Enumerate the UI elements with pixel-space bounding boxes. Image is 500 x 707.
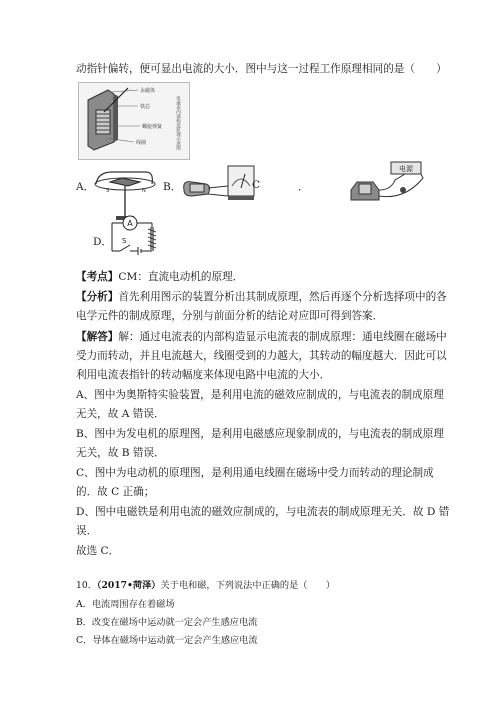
switch-symbol: S <box>122 237 127 245</box>
label-caption: 电流表内部构造原理示意图 <box>175 96 181 150</box>
ammeter-symbol: A <box>127 219 133 228</box>
analysis-line-9: 故选 C． <box>76 545 120 557</box>
label-magnet: 永磁体 <box>140 88 156 94</box>
q10-number: 10． <box>76 580 97 591</box>
jieda-line-2: 受力而转动，并且电流越大，线圈受到的力越大，其转动的幅度越大．因此可以 <box>76 350 447 362</box>
q10-option-a: A．电流周围存在着磁场 <box>76 599 175 610</box>
svg-text:N: N <box>142 188 146 194</box>
option-a-label: A． <box>76 181 95 193</box>
q10-option-c: C．导体在磁场中运动就一定会产生感应电流 <box>76 635 258 646</box>
option-b-figure <box>178 160 262 208</box>
option-b-label: B． <box>163 181 182 193</box>
analysis-line-2: 无关，故 A 错误． <box>76 408 165 420</box>
question-intro: 动指针偏转，便可显出电流的大小．图中与这一过程工作原理相同的是（ ） <box>76 63 447 75</box>
option-d-label: D． <box>93 236 113 248</box>
jieda-bracket: 【解答】 <box>76 331 119 343</box>
option-d-figure <box>108 213 168 263</box>
kaodian-line <box>76 270 243 284</box>
analysis-line-6: 的．故 C 正确； <box>76 486 155 498</box>
jieda-line-1 <box>76 330 447 344</box>
analysis-line-7: D、图中电磁铁是利用电流的磁效应制成的，与电流表的制成原理无关．故 D 错 <box>76 506 450 518</box>
analysis-line-3: B、图中为发电机的原理图，是利用电磁感应现象制成的，与电流表的制成原理 <box>76 428 444 440</box>
analysis-line-1: A、图中为奥斯特实验装置，是利用电流的磁效应制成的，与电流表的制成原理 <box>76 389 444 401</box>
q10-source: （2017•菏泽） <box>96 580 161 591</box>
kaodian-bracket: 【考点】 <box>76 271 119 283</box>
fenxi-bracket: 【分析】 <box>76 291 119 303</box>
analysis-line-8: 误． <box>76 525 98 537</box>
fenxi-line-2: 电学元件的制成原理，分别与前面分析的结论对应即可得到答案． <box>76 310 384 322</box>
label-core: 铁芯 <box>140 104 151 110</box>
label-coil: 线圈 <box>136 140 147 146</box>
power-source-label: 电源 <box>399 165 413 173</box>
label-spring: 螺旋弹簧 <box>142 124 163 130</box>
kaodian-text: CM：直流电动机的原理． <box>118 271 244 283</box>
q10-stem <box>76 579 335 593</box>
analysis-line-5: C、图中为电动机的原理图，是利用通电线圈在磁场中受力而转动的理论制成 <box>76 467 434 479</box>
svg-text:S: S <box>106 188 110 194</box>
option-c-label: C <box>252 179 261 191</box>
jieda-line-3: 利用电流表指针的转动幅度来体现电路中电流的大小． <box>76 369 331 381</box>
analysis-line-4: 无关，故 B 错误． <box>76 447 165 459</box>
ammeter-structure-figure <box>78 82 190 160</box>
option-c-dot: ． <box>298 181 309 193</box>
fenxi-line-1 <box>76 290 447 304</box>
fenxi-text-1: 首先利用图示的装置分析出其制成原理，然后再逐个分析选择项中的各 <box>118 291 447 303</box>
jieda-text-1: 解：通过电流表的内部构造显示电流表的制成原理：通电线圈在磁场中 <box>118 331 447 343</box>
q10-text: 关于电和磁，下列说法中正确的是（ ） <box>160 580 336 591</box>
q10-option-b: B．改变在磁场中运动就一定会产生感应电流 <box>76 617 258 628</box>
option-c-figure <box>345 160 429 210</box>
